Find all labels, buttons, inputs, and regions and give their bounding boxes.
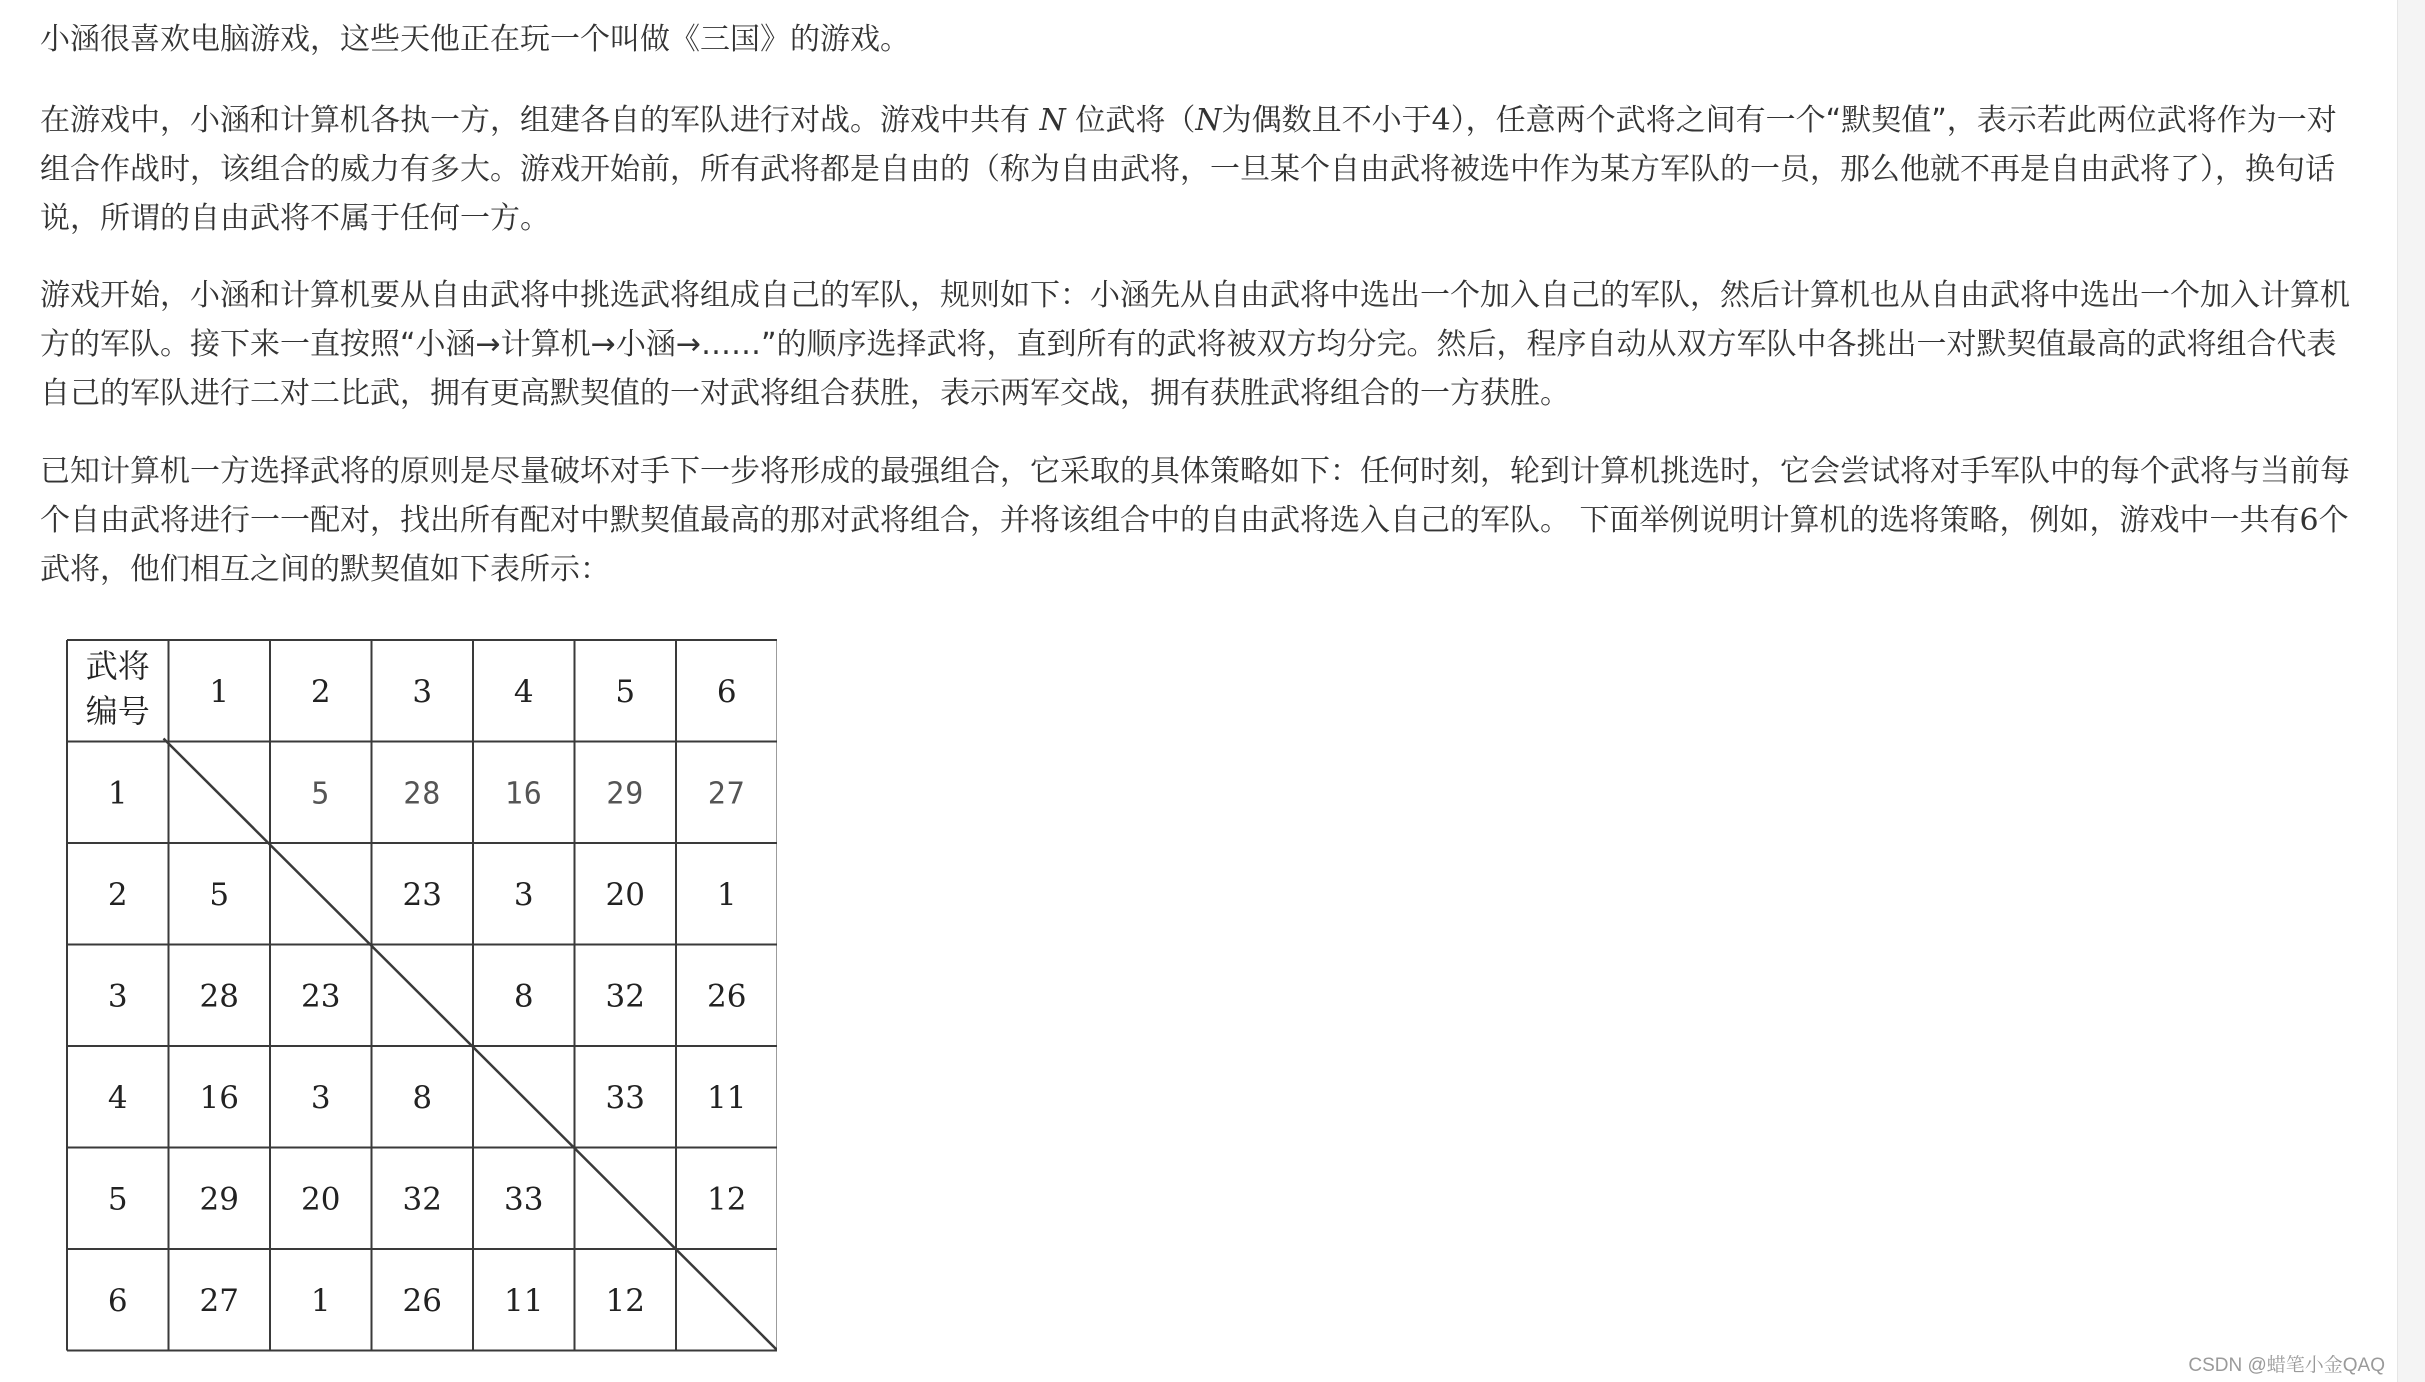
math-number-6: 6 xyxy=(2299,503,2319,538)
matrix-cell-value: 20 xyxy=(301,1181,341,1218)
paragraph-rules-text-a: 在游戏中，小涵和计算机各执一方，组建各自的军队进行对战。游戏中共有 xyxy=(40,103,1040,138)
row-header-id: 5 xyxy=(107,1181,128,1218)
paragraph-strategy xyxy=(40,447,2360,594)
matrix-cell-value: 27 xyxy=(199,1282,239,1319)
matrix-cell-value: 3 xyxy=(310,1079,331,1116)
paragraph-rules-text-d: ），任意两个武将之间有一个“默契值”，表示若此两位武将作为一对组合作战时，该组合的威力有多大。游戏开始前，所有武将都是自由的（称为自由武将，一旦某个自由武将被选中作为某方军队的一员，那么他就不再是自由武将了），换句话说，所谓的自由武将不属于任何一方。 xyxy=(40,103,2337,236)
header-corner-label-2: 编号 xyxy=(85,692,150,730)
paragraph-strategy-text-b: 个武将，他们相互之间的默契值如下表所示： xyxy=(40,503,2349,587)
column-header-id: 3 xyxy=(412,673,433,710)
matrix-cell-value: 33 xyxy=(504,1181,544,1218)
row-header-id: 6 xyxy=(107,1282,128,1319)
matrix-cell-value: 3 xyxy=(513,876,534,913)
matrix-cell-value: 11 xyxy=(504,1282,544,1319)
matrix-cell-value: 12 xyxy=(605,1282,645,1319)
matrix-cell-value: 8 xyxy=(513,978,534,1015)
matrix-cell-value: 8 xyxy=(412,1079,433,1116)
matrix-cell-value: 23 xyxy=(301,978,341,1015)
matrix-cell-value: 11 xyxy=(707,1079,747,1116)
tacit-value-matrix-image xyxy=(65,638,777,1352)
math-number-4: 4 xyxy=(1431,103,1451,138)
matrix-cell-value: 27 xyxy=(707,776,746,812)
paragraph-rules xyxy=(40,96,2360,243)
matrix-cell-value: 5 xyxy=(209,876,230,913)
header-corner-label-1: 武将 xyxy=(85,647,150,685)
matrix-cell-value: 12 xyxy=(707,1181,747,1218)
page-scrollbar[interactable] xyxy=(2397,0,2425,1382)
column-header-id: 1 xyxy=(209,673,230,710)
paragraph-strategy-text-a: 已知计算机一方选择武将的原则是尽量破坏对手下一步将形成的最强组合，它采取的具体策略如下：任何时刻，轮到计算机挑选时，它会尝试将对手军队中的每个武将与当前每个自由武将进行一一配对，找出所有配对中默契值最高的那对武将组合，并将该组合中的自由武将选入自己的军队。 下面举例说明计算机的选将策略，例如，游戏中一共有 xyxy=(40,454,2350,538)
matrix-cell-value: 1 xyxy=(716,876,737,913)
matrix-grid xyxy=(65,638,777,1352)
matrix-cell-value: 16 xyxy=(504,776,543,812)
paragraph-selection-text: 游戏开始，小涵和计算机要从自由武将中挑选武将组成自己的军队，规则如下：小涵先从自由武将中选出一个加入自己的军队，然后计算机也从自由武将中选出一个加入计算机方的军队。接下来一直按照“小涵→计算机→小涵→……”的顺序选择武将，直到所有的武将被双方均分完。然后，程序自动从双方军队中各挑出一对默契值最高的武将组合代表自己的军队进行二对二比武，拥有更高默契值的一对武将组合获胜，表示两军交战，拥有获胜武将组合的一方获胜。 xyxy=(40,278,2350,411)
matrix-cell-value: 5 xyxy=(311,776,331,812)
paragraph-selection xyxy=(40,271,2360,418)
matrix-cell-value: 28 xyxy=(199,978,239,1015)
paragraph-rules-text-c: 为偶数且不小于 xyxy=(1221,103,1432,138)
matrix-cell-value: 32 xyxy=(402,1181,442,1218)
row-header-id: 2 xyxy=(107,876,128,913)
diagonal-line xyxy=(164,739,778,1351)
matrix-cell-value: 32 xyxy=(605,978,645,1015)
matrix-cell-value: 23 xyxy=(402,876,442,913)
matrix-cell-value: 26 xyxy=(402,1282,442,1319)
paragraph-intro xyxy=(40,15,2360,64)
math-var-n: N xyxy=(1195,103,1222,138)
column-header-id: 4 xyxy=(513,673,534,710)
column-header-id: 5 xyxy=(615,673,636,710)
matrix-cell-value: 1 xyxy=(310,1282,331,1319)
paragraph-intro-text: 小涵很喜欢电脑游戏，这些天他正在玩一个叫做《三国》的游戏。 xyxy=(40,22,910,57)
column-header-id: 6 xyxy=(716,673,737,710)
row-header-id: 1 xyxy=(107,775,128,812)
paragraph-rules-text-b: 位武将（ xyxy=(1065,103,1196,138)
matrix-cell-value: 20 xyxy=(605,876,645,913)
math-var-n: N xyxy=(1039,103,1066,138)
matrix-cell-value: 26 xyxy=(707,978,747,1015)
row-header-id: 4 xyxy=(107,1079,128,1116)
matrix-cell-value: 33 xyxy=(605,1079,645,1116)
column-header-id: 2 xyxy=(310,673,331,710)
matrix-cell-value: 29 xyxy=(606,776,645,812)
row-header-id: 3 xyxy=(107,978,128,1015)
matrix-cell-value: 28 xyxy=(403,776,442,812)
watermark: CSDN @蜡笔小金QAQ xyxy=(2188,1355,2385,1376)
matrix-cell-value: 29 xyxy=(199,1181,239,1218)
matrix-cell-value: 16 xyxy=(199,1079,239,1116)
